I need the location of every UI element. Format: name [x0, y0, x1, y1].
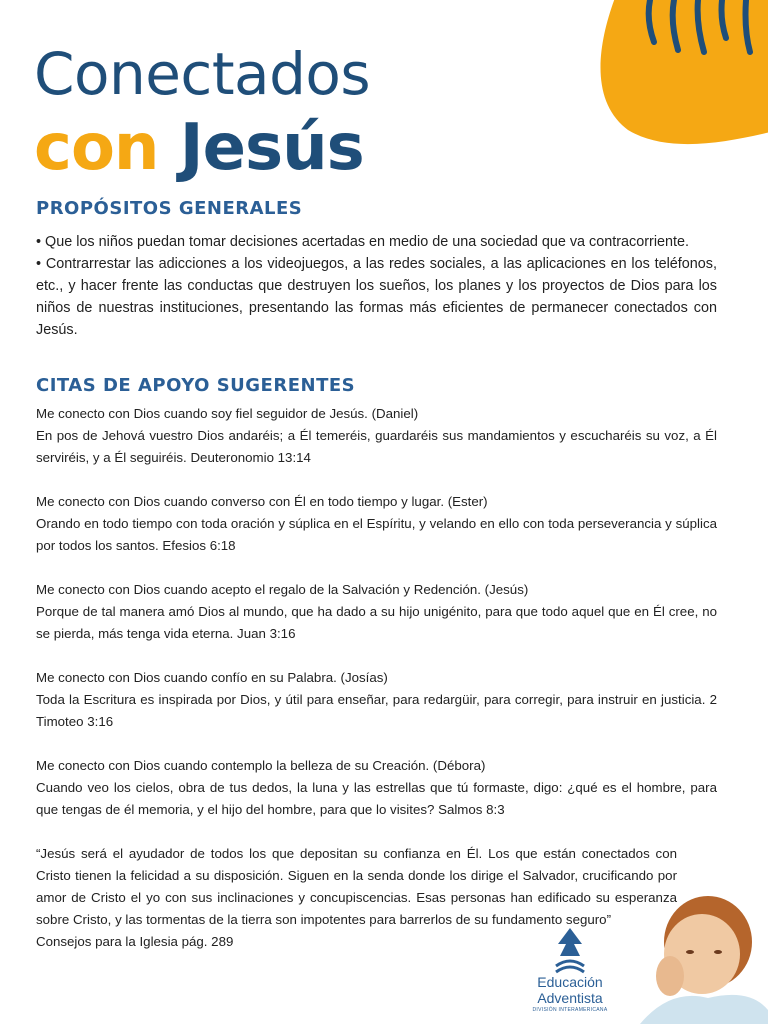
cita-verse: Cuando veo los cielos, obra de tus dedos, la luna y las estrellas que tú formaste, digo: ¿qué es el hombre, para que tengas de él memoria, y el hijo del hombre, para que lo visites? Salmos 8:3: [36, 780, 717, 817]
title-line-2: [34, 108, 370, 188]
cita-verse: En pos de Jehová vuestro Dios andaréis; a Él temeréis, guardaréis sus mandamientos y escucharéis su voz, a Él serviréis, y a Él seguiréis. Deuteronomio 13:14: [36, 428, 717, 465]
cita-title: Me conecto con Dios cuando soy fiel seguidor de Jesús. (Daniel): [36, 406, 419, 421]
cita-verse: Orando en todo tiempo con toda oración y súplica en el Espíritu, y velando en ello con toda perseverancia y súplica por todos los santos. Efesios 6:18: [36, 516, 717, 553]
citas-list: [36, 403, 717, 953]
purposes-list: [36, 231, 717, 341]
cita-title: Me conecto con Dios cuando acepto el regalo de la Salvación y Redención. (Jesús): [36, 582, 529, 597]
educacion-adventista-logo: [530, 926, 610, 1014]
quote-block: [36, 843, 717, 953]
cita-title: Me conecto con Dios cuando confío en su Palabra. (Josías): [36, 670, 388, 685]
child-photo: [630, 880, 768, 1024]
section-heading-citas: CITAS DE APOYO SUGERENTES: [36, 375, 356, 396]
title-word-jesus: Jesús: [179, 111, 364, 185]
adventist-flame-icon: [552, 926, 588, 974]
logo-line-2: Adventista: [537, 990, 603, 1006]
cita-title: Me conecto con Dios cuando contemplo la belleza de su Creación. (Débora): [36, 758, 486, 773]
cita-block: [36, 755, 717, 821]
purpose-item: • Contrarrestar las adicciones a los videojuegos, a las redes sociales, a las aplicaciones en los teléfonos, etc., y hacer frente las conductas que destruyen los sueños, los planes y los proyectos de Dios para los niños de nuestras instituciones, presentando las formas más eficientes de permanecer conectados con Jesús.: [36, 256, 717, 338]
logo-line-1: Educación: [537, 974, 603, 990]
purpose-item: • Que los niños puedan tomar decisiones acertadas en medio de una sociedad que va contracorriente.: [36, 234, 690, 250]
cita-block: [36, 491, 717, 557]
cita-block: [36, 667, 717, 733]
cita-verse: Porque de tal manera amó Dios al mundo, que ha dado a su hijo unigénito, para que todo aquel que en Él cree, no se pierda, más tenga vida eterna. Juan 3:16: [36, 604, 717, 641]
cita-verse: Toda la Escritura es inspirada por Dios, y útil para enseñar, para redargüir, para corregir, para instruir en justicia. 2 Timoteo 3:16: [36, 692, 717, 729]
yellow-blob-decoration: [578, 0, 768, 170]
quote-text: “Jesús será el ayudador de todos los que depositan su confianza en Él. Los que están conectados con Cristo tienen la felicidad a su disposición. Siguen en la senda donde los dirige el Salvador, crucificando por amor de Cristo el yo con sus inclinaciones y concupiscencias. Esas personas han edificado su esperanza sobre Cristo, y las tormentas de la tierra son impotentes para barrerlos de su fundamento seguro”: [36, 846, 677, 927]
quote-source: Consejos para la Iglesia pág. 289: [36, 934, 234, 949]
cita-block: [36, 403, 717, 469]
logo-line-3: DIVISIÓN INTERAMERICANA: [532, 1007, 608, 1013]
title-line-1: Conectados: [34, 40, 371, 108]
section-heading-propositos: PROPÓSITOS GENERALES: [36, 198, 303, 219]
title-word-con: con: [34, 111, 159, 185]
page-title: [34, 40, 370, 188]
cita-block: [36, 579, 717, 645]
cita-title: Me conecto con Dios cuando converso con Él en todo tiempo y lugar. (Ester): [36, 494, 488, 509]
